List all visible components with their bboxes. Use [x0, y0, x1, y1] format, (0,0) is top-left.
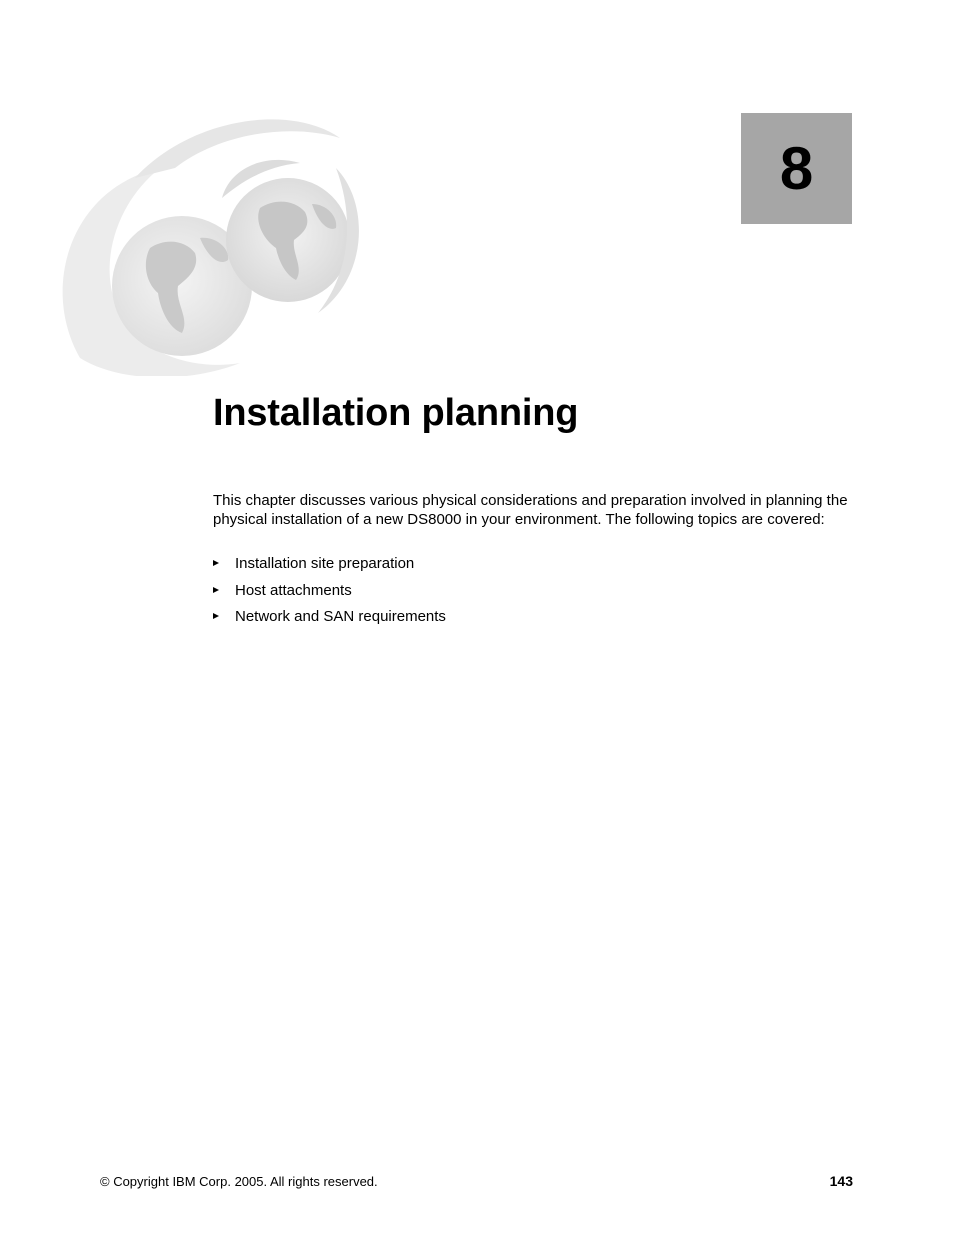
- triangle-bullet-icon: [213, 613, 219, 619]
- topic-label: Host attachments: [235, 581, 352, 599]
- chapter-number: 8: [779, 134, 814, 202]
- copyright-notice: © Copyright IBM Corp. 2005. All rights reserved.: [100, 1174, 378, 1189]
- list-item: [213, 555, 446, 582]
- list-item: [213, 608, 446, 635]
- intro-paragraph: This chapter discusses various physical considerations and preparation involved in planning the physical installation of a new DS8000 in your environment. The following topics are covered:: [213, 492, 848, 528]
- topic-label: Installation site preparation: [235, 555, 415, 572]
- topic-list: [213, 555, 446, 635]
- chapter-number-box: [741, 113, 852, 224]
- list-item: [213, 582, 446, 609]
- triangle-bullet-icon: [213, 587, 219, 593]
- globe-logo-icon: [50, 108, 380, 376]
- chapter-title: Installation planning: [213, 392, 579, 434]
- page-number: 143: [829, 1173, 853, 1189]
- topic-label: Network and SAN requirements: [235, 608, 446, 625]
- triangle-bullet-icon: [213, 560, 219, 566]
